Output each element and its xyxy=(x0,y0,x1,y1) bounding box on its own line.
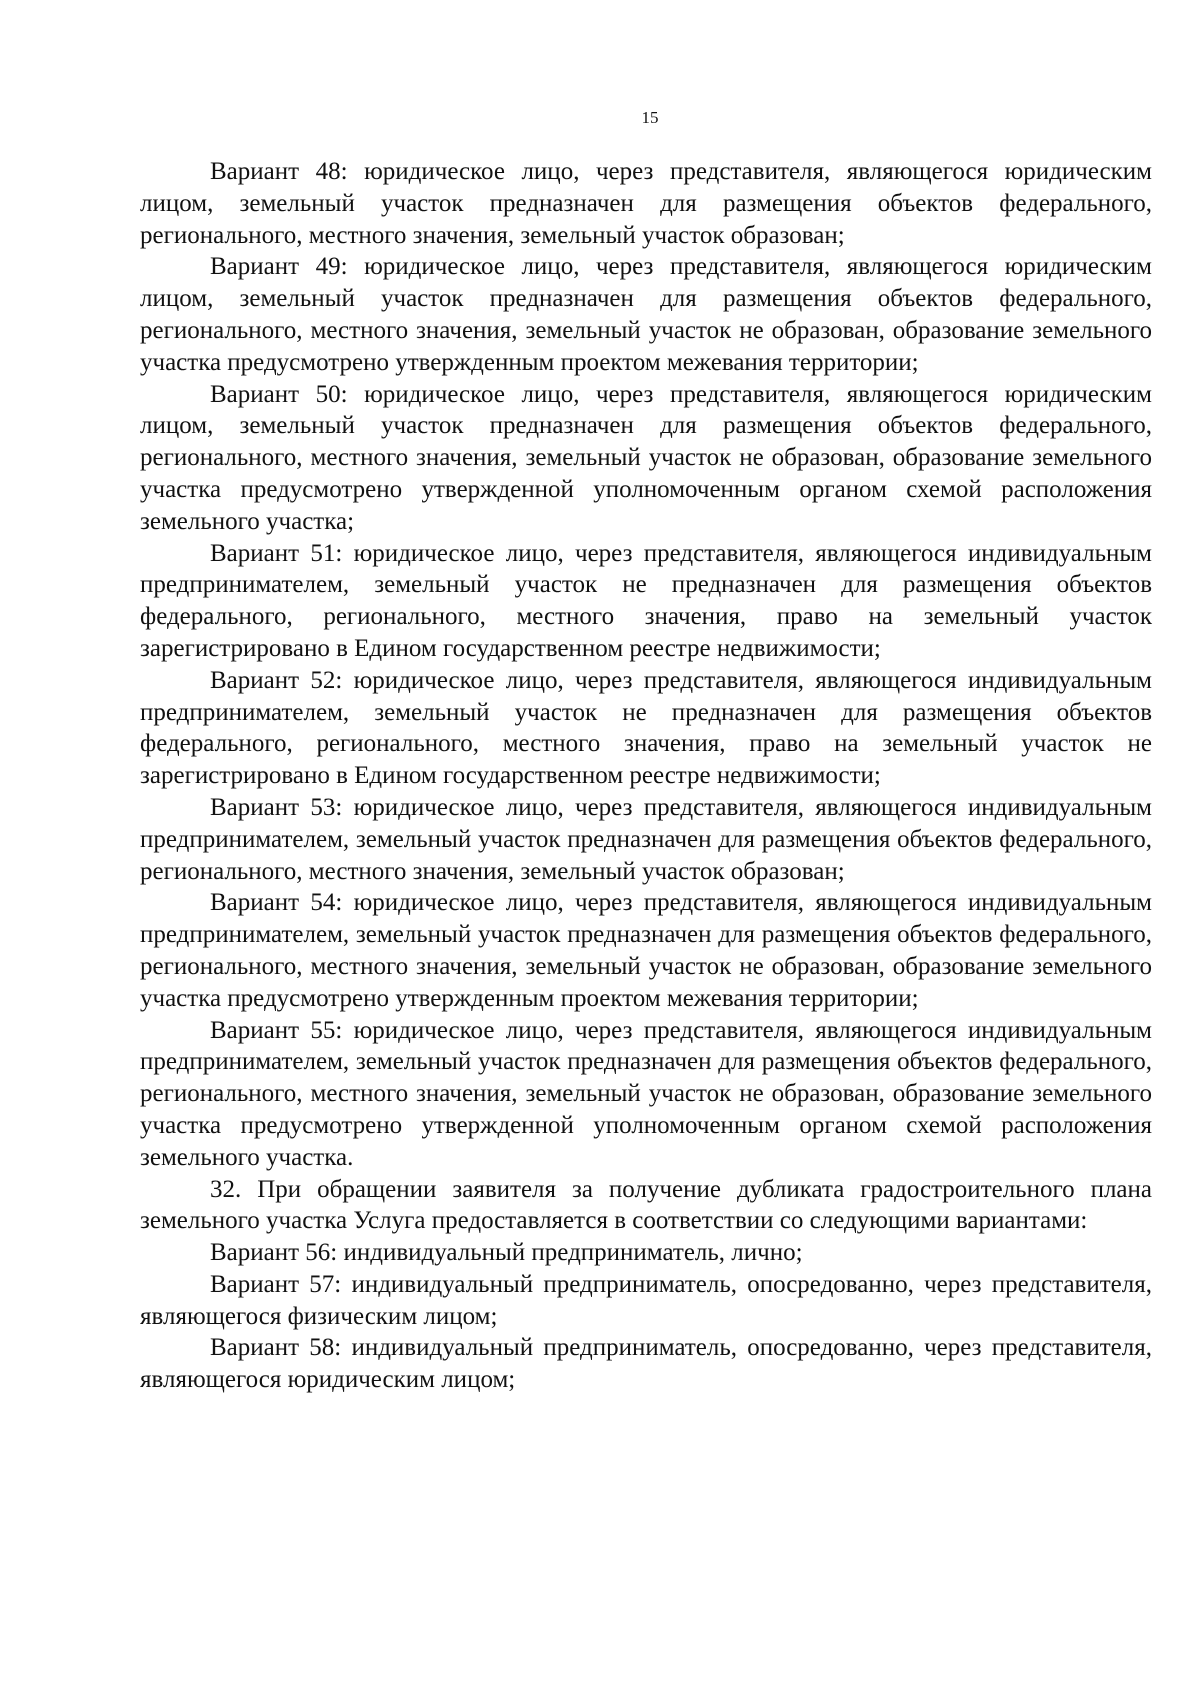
paragraph-variant-54: Вариант 54: юридическое лицо, через представителя, являющегося индивидуальным предпринимателем, земельный участок предназначен для размещения объектов федерального, регионального, местного значения, земельный участок не образован, образование земельного участка предусмотрено утвержденным проектом межевания территории; xyxy=(140,889,1152,1012)
paragraph-variant-52: Вариант 52: юридическое лицо, через представителя, являющегося индивидуальным предпринимателем, земельный участок не предназначен для размещения объектов федерального, регионального, местного значения, право на земельный участок не зарегистрировано в Едином государственном реестре недвижимости; xyxy=(140,666,1152,790)
paragraph-item-32: 32. При обращении заявителя за получение дубликата градостроительного плана земельного участка Услуга предоставляется в соответствии со следующими вариантами: xyxy=(140,1175,1152,1235)
paragraph-variant-51: Вариант 51: юридическое лицо, через представителя, являющегося индивидуальным предпринимателем, земельный участок не предназначен для размещения объектов федерального, регионального, местного значения, право на земельный участок зарегистрировано в Едином государственном реестре недвижимости; xyxy=(140,539,1152,662)
paragraph-variant-58: Вариант 58: индивидуальный предприниматель, опосредованно, через представителя, являющегося юридическим лицом; xyxy=(140,1334,1152,1394)
paragraph-variant-50: Вариант 50: юридическое лицо, через представителя, являющегося юридическим лицом, земельный участок предназначен для размещения объектов федерального, регионального, местного значения, земельный участок не образован, образование земельного участка предусмотрено утвержденной уполномоченным органом схемой расположения земельного участка; xyxy=(140,380,1152,535)
paragraph-variant-56: Вариант 56: индивидуальный предприниматель, лично; xyxy=(210,1239,803,1267)
paragraph-variant-55: Вариант 55: юридическое лицо, через представителя, являющегося индивидуальным предпринимателем, земельный участок предназначен для размещения объектов федерального, регионального, местного значения, земельный участок не образован, образование земельного участка предусмотрено утвержденной уполномоченным органом схемой расположения земельного участка. xyxy=(140,1016,1152,1171)
paragraph-variant-48: Вариант 48: юридическое лицо, через представителя, являющегося юридическим лицом, земельный участок предназначен для размещения объектов федерального, регионального, местного значения, земельный участок образован; xyxy=(140,158,1152,249)
paragraph-variant-49: Вариант 49: юридическое лицо, через представителя, являющегося юридическим лицом, земельный участок предназначен для размещения объектов федерального, регионального, местного значения, земельный участок не образован, образование земельного участка предусмотрено утвержденным проектом межевания территории; xyxy=(140,253,1152,376)
paragraph-variant-53: Вариант 53: юридическое лицо, через представителя, являющегося индивидуальным предпринимателем, земельный участок предназначен для размещения объектов федерального, регионального, местного значения, земельный участок образован; xyxy=(140,793,1152,885)
page-number: 15 xyxy=(641,108,659,127)
paragraph-variant-57: Вариант 57: индивидуальный предприниматель, опосредованно, через представителя, являющегося физическим лицом; xyxy=(140,1270,1152,1330)
document-body xyxy=(140,156,1152,1396)
